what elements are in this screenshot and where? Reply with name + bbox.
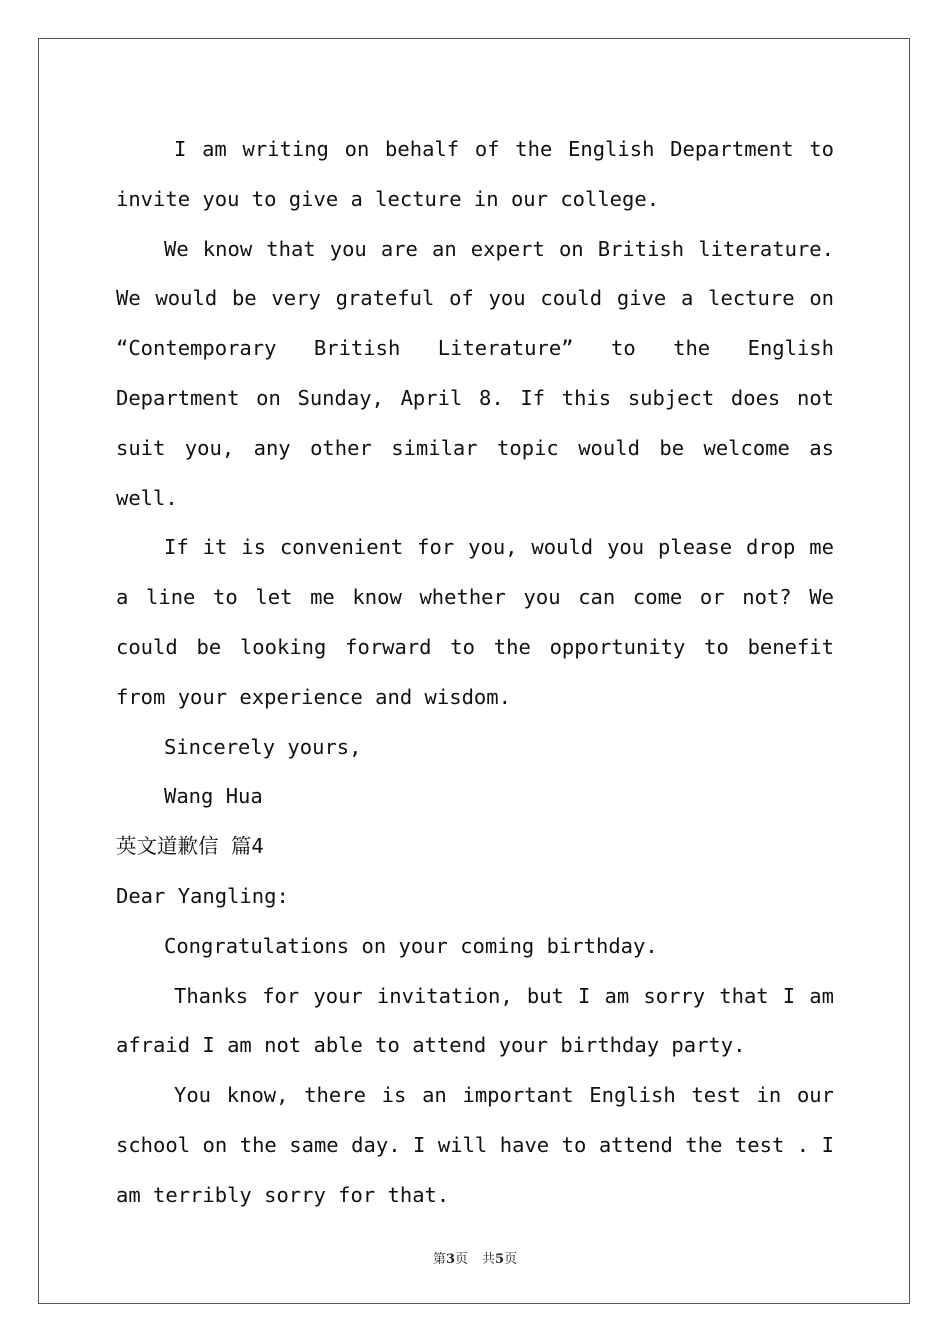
invitation-signature: Wang Hua: [164, 784, 263, 809]
document-body: [116, 125, 834, 1221]
total-suffix: 页: [504, 1252, 518, 1267]
apology-paragraph-3: You know, there is an important English test in our school on the same day. I will have to attend the test . I am terribly sorry for that.: [116, 1083, 834, 1207]
total-prefix: 共: [482, 1252, 496, 1267]
total-pages: 5: [495, 1252, 505, 1267]
apology-paragraph-2: Thanks for your invitation, but I am sorry that I am afraid I am not able to attend your birthday party.: [116, 983, 834, 1058]
page-prefix: 第: [432, 1252, 446, 1267]
invitation-paragraph-1: I am writing on behalf of the English Department to invite you to give a lecture in our college.: [116, 137, 834, 211]
invitation-paragraph-3: If it is convenient for you, would you please drop me a line to let me know whether you can come or not? We could be looking forward to the opportunity to benefit from your experience and wisdom.: [116, 535, 834, 709]
invitation-paragraph-2: We know that you are an expert on British literature. We would be very grateful of you could give a lecture on “Contemporary British Literature” to the English Department on Sunday, April 8. If this subject does not suit you, any other similar topic would be welcome as well.: [116, 236, 834, 510]
invitation-closing: Sincerely yours,: [164, 734, 362, 759]
apology-salutation: Dear Yangling:: [116, 883, 289, 908]
page-suffix: 页: [454, 1252, 468, 1267]
page-footer: [0, 1248, 950, 1267]
section-heading: 英文道歉信 篇4: [116, 834, 264, 859]
page-number: 3: [445, 1252, 455, 1267]
apology-paragraph-1: Congratulations on your coming birthday.: [164, 933, 658, 958]
